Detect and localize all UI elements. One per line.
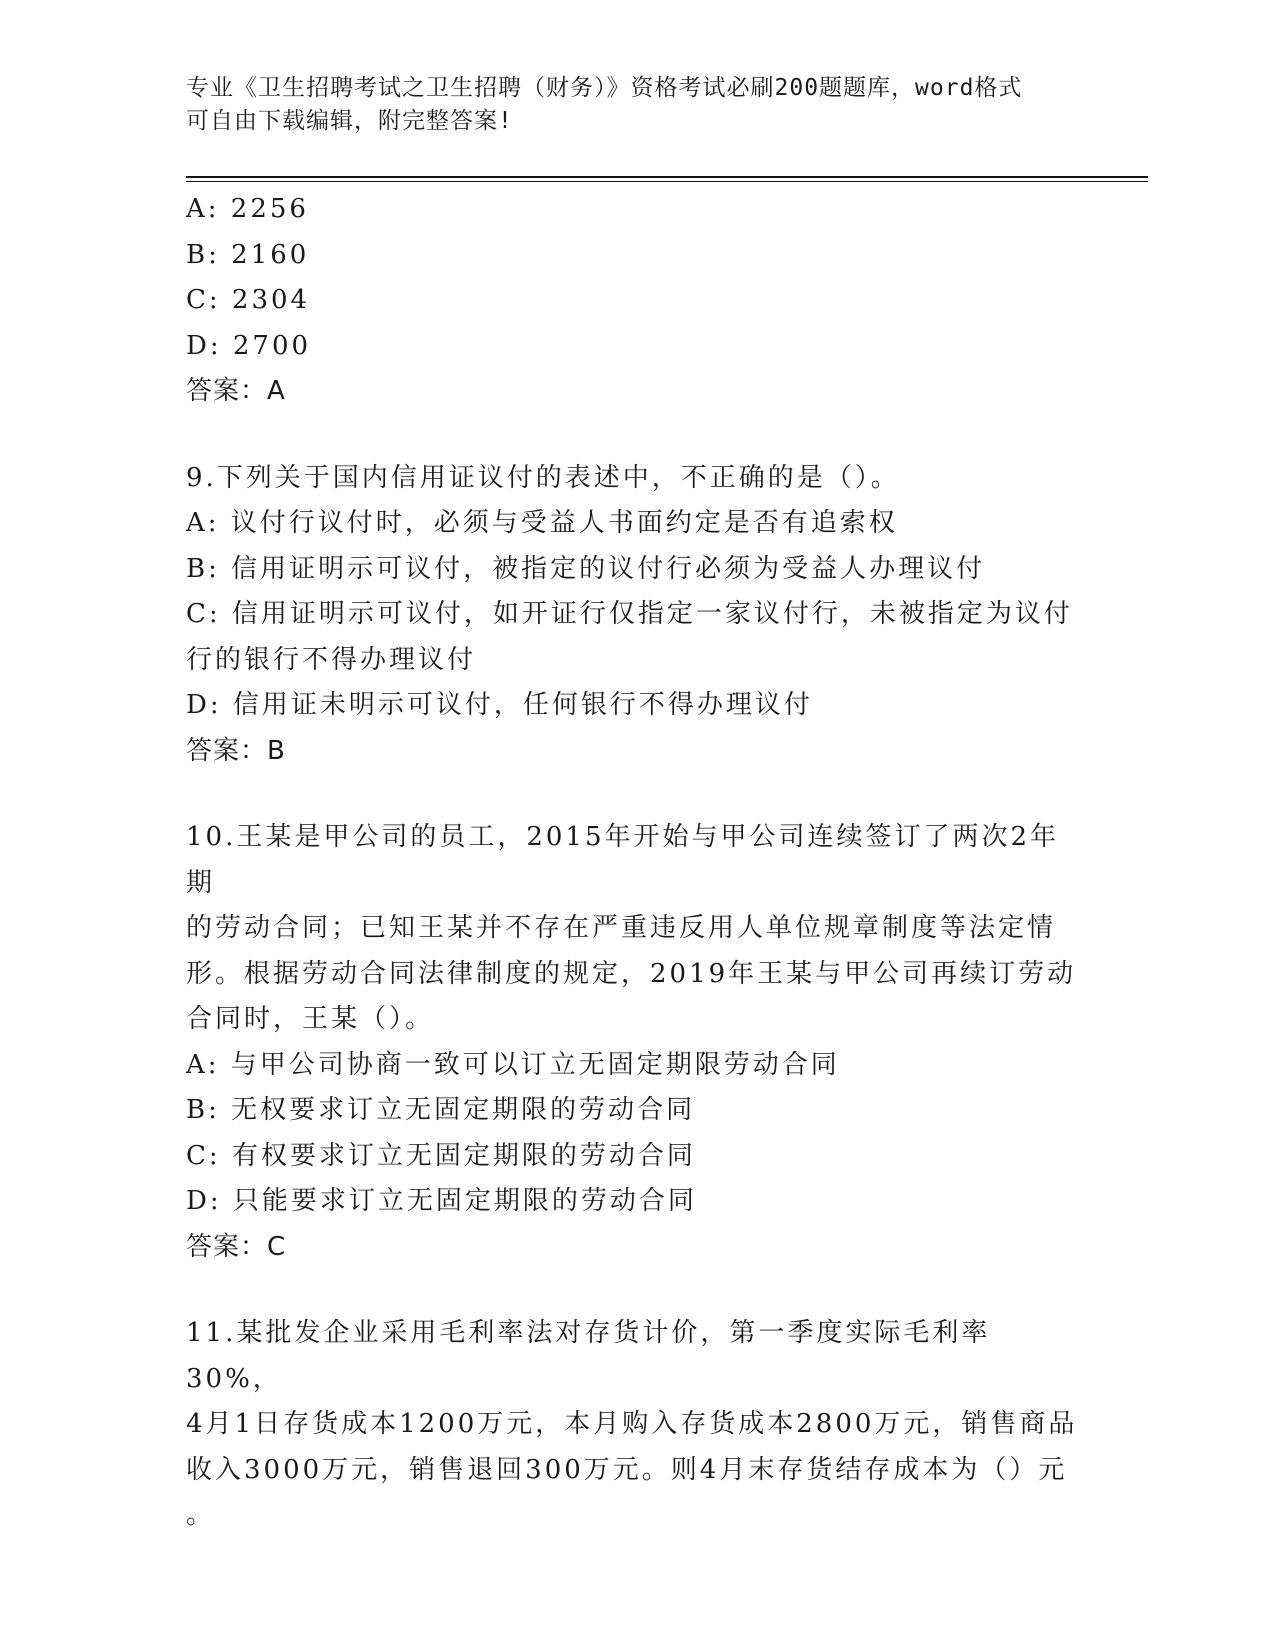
option-b: B: 信用证明示可议付，被指定的议付行必须为受益人办理议付: [186, 553, 986, 584]
option-c: C: 信用证明示可议付，如开证行仅指定一家议付行，未被指定为议付: [186, 599, 1073, 629]
spacer: [186, 415, 1086, 456]
option-d: D: 2700: [186, 330, 312, 361]
question-stem-line-2: 4月1日存货成本1200万元，本月购入存货成本2800万元，销售商品: [186, 1409, 1078, 1439]
question-8-continued: [186, 187, 1086, 415]
option-c: C: 有权要求订立无固定期限的劳动合同: [186, 1140, 696, 1171]
question-10: [186, 815, 1086, 1270]
spacer: [186, 1270, 1086, 1311]
question-stem-line-1: 11.某批发企业采用毛利率法对存货计价，第一季度实际毛利率30%，: [186, 1318, 991, 1394]
header-divider-thin: [186, 181, 1148, 182]
document-body: [186, 187, 1086, 1539]
question-stem-line-3: 收入3000万元，销售退回300万元。则4月末存货结存成本为（）元: [186, 1454, 1068, 1485]
question-stem-line-2: 的劳动合同；已知王某并不存在严重违反用人单位规章制度等法定情: [186, 913, 1057, 943]
question-stem-line-4: 。: [186, 1500, 216, 1530]
option-d: D: 信用证未明示可议付，任何银行不得办理议付: [186, 690, 813, 720]
question-stem-line-1: 10.王某是甲公司的员工，2015年开始与甲公司连续签订了两次2年期: [186, 822, 1060, 898]
option-b: B: 无权要求订立无固定期限的劳动合同: [186, 1095, 696, 1125]
header-line-1: 专业《卫生招聘考试之卫生招聘（财务）》资格考试必刷200题题库，word格式: [186, 75, 1023, 101]
question-9: [186, 456, 1086, 775]
option-c-continued: 行的银行不得办理议付: [186, 644, 477, 675]
answer-line: 答案：A: [186, 376, 286, 406]
answer-line: 答案：C: [186, 1231, 287, 1262]
option-a: A: 与甲公司协商一致可以订立无固定期限劳动合同: [186, 1049, 840, 1080]
option-d: D: 只能要求订立无固定期限的劳动合同: [186, 1186, 697, 1216]
option-b: B: 2160: [186, 239, 310, 270]
option-a: A: 议付行议付时，必须与受益人书面约定是否有追索权: [186, 508, 898, 538]
header-line-2: 可自由下载编辑，附完整答案!: [186, 108, 513, 134]
question-stem: 9.下列关于国内信用证议付的表述中，不正确的是（）。: [186, 462, 900, 493]
option-c: C: 2304: [186, 285, 311, 315]
question-stem-line-4: 合同时，王某（）。: [186, 1004, 435, 1034]
header-divider-thick: [186, 176, 1148, 178]
answer-line: 答案：B: [186, 735, 286, 766]
option-a: A: 2256: [186, 194, 309, 224]
question-stem-line-3: 形。根据劳动合同法律制度的规定，2019年王某与甲公司再续订劳动: [186, 958, 1077, 989]
question-11: [186, 1311, 1086, 1539]
document-header: [186, 72, 1106, 138]
spacer: [186, 774, 1086, 815]
